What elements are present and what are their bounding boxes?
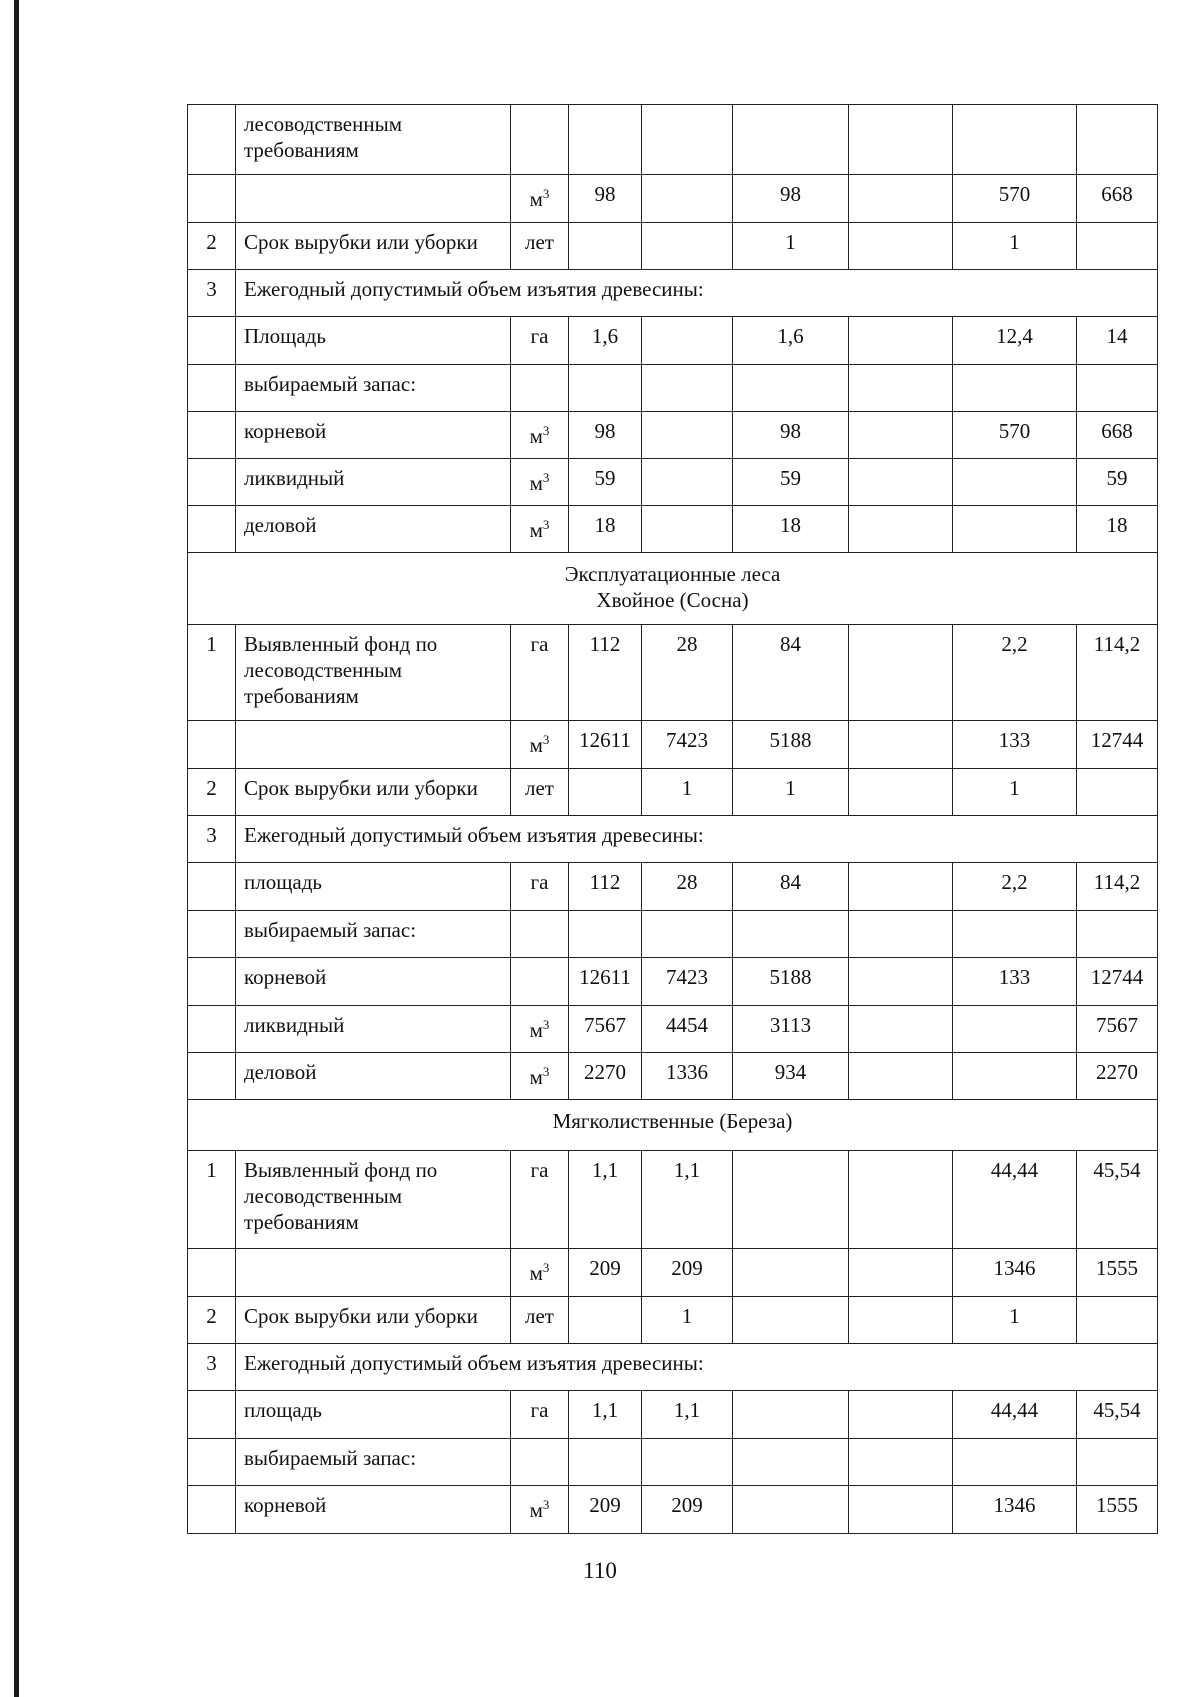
value-cell: 570 xyxy=(953,412,1077,459)
unit-cell xyxy=(511,1486,569,1534)
indicator-label-line: требованиям xyxy=(244,138,359,162)
unit-cell xyxy=(511,625,569,721)
row-number-cell: 1 xyxy=(188,625,236,721)
table-row xyxy=(188,223,1158,270)
value-cell: 2,2 xyxy=(953,625,1077,721)
value-cell xyxy=(569,223,642,270)
table-row xyxy=(188,769,1158,816)
value-cell xyxy=(953,459,1077,506)
value-cell xyxy=(569,769,642,816)
table-row xyxy=(188,459,1158,506)
value-cell xyxy=(733,1297,849,1344)
unit-text: м xyxy=(529,1498,543,1522)
table-body xyxy=(188,105,1158,1534)
value-cell xyxy=(849,317,953,365)
unit-cell xyxy=(511,1391,569,1439)
value-cell xyxy=(849,863,953,911)
value-cell: 14 xyxy=(1077,317,1158,365)
indicator-label-cell xyxy=(236,1486,511,1534)
value-cell: 44,44 xyxy=(953,1391,1077,1439)
value-cell: 209 xyxy=(569,1486,642,1534)
indicator-label-line: деловой xyxy=(244,1060,317,1084)
value-cell: 12,4 xyxy=(953,317,1077,365)
value-cell: 1,1 xyxy=(569,1151,642,1249)
value-cell: 1555 xyxy=(1077,1249,1158,1297)
unit-superscript: 3 xyxy=(542,423,550,438)
row-number-cell xyxy=(188,721,236,769)
value-cell: 98 xyxy=(569,175,642,223)
row-number-cell xyxy=(188,1053,236,1100)
row-number-cell: 3 xyxy=(188,1344,236,1391)
unit-text: га xyxy=(530,870,549,894)
value-cell: 4454 xyxy=(642,1006,733,1053)
value-cell: 1 xyxy=(953,1297,1077,1344)
row-number-cell xyxy=(188,506,236,553)
value-cell xyxy=(849,175,953,223)
indicator-label-line: выбираемый запас: xyxy=(244,1446,417,1470)
value-cell: 18 xyxy=(569,506,642,553)
unit-superscript: 3 xyxy=(542,470,550,485)
unit-cell xyxy=(511,1006,569,1053)
row-number-cell xyxy=(188,412,236,459)
indicator-label-line: Площадь xyxy=(244,324,326,348)
unit-text: м xyxy=(529,187,543,211)
row-number-cell: 2 xyxy=(188,769,236,816)
indicator-label-line: Срок вырубки или уборки xyxy=(244,1304,478,1328)
row-number-cell xyxy=(188,105,236,175)
value-cell: 1,1 xyxy=(642,1151,733,1249)
value-cell xyxy=(1077,911,1158,958)
unit-text: га xyxy=(530,1158,549,1182)
unit-superscript: 3 xyxy=(542,732,550,747)
value-cell xyxy=(642,175,733,223)
value-cell: 1,6 xyxy=(733,317,849,365)
value-cell xyxy=(642,1439,733,1486)
row-number-cell xyxy=(188,1439,236,1486)
value-cell: 133 xyxy=(953,721,1077,769)
table-row xyxy=(188,1391,1158,1439)
value-cell: 209 xyxy=(642,1249,733,1297)
table-row xyxy=(188,1053,1158,1100)
table-row xyxy=(188,412,1158,459)
value-cell xyxy=(953,911,1077,958)
unit-text: м xyxy=(529,1065,543,1089)
table-row xyxy=(188,1344,1158,1391)
value-cell: 12611 xyxy=(569,958,642,1006)
value-cell xyxy=(1077,1439,1158,1486)
row-number-cell xyxy=(188,365,236,412)
row-number-cell xyxy=(188,1486,236,1534)
table-row xyxy=(188,506,1158,553)
indicator-label-cell xyxy=(236,721,511,769)
indicator-label-cell xyxy=(236,769,511,816)
unit-cell xyxy=(511,223,569,270)
value-cell xyxy=(733,365,849,412)
indicator-label-line: корневой xyxy=(244,419,327,443)
value-cell: 3113 xyxy=(733,1006,849,1053)
value-cell: 18 xyxy=(1077,506,1158,553)
unit-cell xyxy=(511,506,569,553)
unit-superscript: 3 xyxy=(542,1497,550,1512)
unit-text: м xyxy=(529,424,543,448)
row-number-cell xyxy=(188,1391,236,1439)
value-cell: 98 xyxy=(733,175,849,223)
value-cell xyxy=(1077,105,1158,175)
value-cell xyxy=(733,1249,849,1297)
value-cell: 44,44 xyxy=(953,1151,1077,1249)
value-cell: 112 xyxy=(569,863,642,911)
indicator-label-cell xyxy=(236,506,511,553)
table-row xyxy=(188,317,1158,365)
value-cell xyxy=(849,1006,953,1053)
row-number-cell xyxy=(188,958,236,1006)
row-number-cell: 1 xyxy=(188,1151,236,1249)
value-cell xyxy=(642,412,733,459)
indicator-label-cell xyxy=(236,1053,511,1100)
value-cell xyxy=(953,1053,1077,1100)
indicator-label-cell xyxy=(236,317,511,365)
value-cell: 1,1 xyxy=(569,1391,642,1439)
value-cell: 7423 xyxy=(642,721,733,769)
indicator-label-cell xyxy=(236,958,511,1006)
section-title-line: Мягколиственные (Береза) xyxy=(552,1109,793,1133)
unit-cell xyxy=(511,1053,569,1100)
table-row xyxy=(188,105,1158,175)
value-cell xyxy=(733,1486,849,1534)
section-header-cell xyxy=(188,1100,1158,1151)
value-cell: 934 xyxy=(733,1053,849,1100)
value-cell: 668 xyxy=(1077,175,1158,223)
row-number-cell xyxy=(188,1006,236,1053)
unit-superscript: 3 xyxy=(542,1260,550,1275)
value-cell xyxy=(849,506,953,553)
section-header-cell xyxy=(188,553,1158,625)
value-cell: 112 xyxy=(569,625,642,721)
indicator-label-line: Срок вырубки или уборки xyxy=(244,230,478,254)
indicator-label-cell xyxy=(236,1391,511,1439)
indicator-label-line: ликвидный xyxy=(244,466,345,490)
unit-superscript: 3 xyxy=(542,1017,550,1032)
forest-harvest-table xyxy=(187,104,1158,1534)
value-cell: 28 xyxy=(642,863,733,911)
scan-border xyxy=(14,0,19,1697)
value-cell xyxy=(1077,223,1158,270)
unit-text: м xyxy=(529,471,543,495)
value-cell: 98 xyxy=(733,412,849,459)
unit-text: лет xyxy=(525,1304,554,1328)
value-cell xyxy=(569,911,642,958)
section-title-line: Хвойное (Сосна) xyxy=(596,588,749,612)
value-cell: 1555 xyxy=(1077,1486,1158,1534)
table-row xyxy=(188,1486,1158,1534)
value-cell xyxy=(569,1439,642,1486)
indicator-label-cell xyxy=(236,459,511,506)
unit-superscript: 3 xyxy=(542,517,550,532)
table-row xyxy=(188,721,1158,769)
indicator-label-cell xyxy=(236,412,511,459)
value-cell: 668 xyxy=(1077,412,1158,459)
value-cell: 1346 xyxy=(953,1486,1077,1534)
unit-cell xyxy=(511,365,569,412)
value-cell xyxy=(1077,1297,1158,1344)
unit-text: м xyxy=(529,518,543,542)
indicator-label-line: корневой xyxy=(244,965,327,989)
section-title-line: Эксплуатационные леса xyxy=(564,562,781,586)
value-cell: 114,2 xyxy=(1077,625,1158,721)
value-cell xyxy=(849,1053,953,1100)
row-number-cell: 2 xyxy=(188,1297,236,1344)
value-cell: 5188 xyxy=(733,721,849,769)
table-row xyxy=(188,1151,1158,1249)
value-cell xyxy=(733,1391,849,1439)
unit-cell xyxy=(511,721,569,769)
value-cell: 12744 xyxy=(1077,958,1158,1006)
row-number-cell xyxy=(188,911,236,958)
value-cell xyxy=(849,625,953,721)
value-cell xyxy=(569,1297,642,1344)
value-cell: 1 xyxy=(953,223,1077,270)
value-cell: 59 xyxy=(1077,459,1158,506)
value-cell: 209 xyxy=(642,1486,733,1534)
unit-text: м xyxy=(529,1261,543,1285)
table-row xyxy=(188,1100,1158,1151)
indicator-label-cell xyxy=(236,625,511,721)
value-cell: 133 xyxy=(953,958,1077,1006)
value-cell xyxy=(642,105,733,175)
unit-cell xyxy=(511,911,569,958)
unit-superscript: 3 xyxy=(542,1064,550,1079)
indicator-label-line: выбираемый запас: xyxy=(244,372,417,396)
value-cell xyxy=(569,105,642,175)
table-row xyxy=(188,625,1158,721)
value-cell xyxy=(849,412,953,459)
value-cell xyxy=(642,223,733,270)
value-cell: 209 xyxy=(569,1249,642,1297)
indicator-label-cell xyxy=(236,365,511,412)
unit-text: лет xyxy=(525,776,554,800)
value-cell: 1 xyxy=(642,1297,733,1344)
value-cell: 114,2 xyxy=(1077,863,1158,911)
value-cell xyxy=(733,105,849,175)
unit-text: лет xyxy=(525,230,554,254)
value-cell xyxy=(733,1151,849,1249)
value-cell xyxy=(733,911,849,958)
value-cell xyxy=(1077,365,1158,412)
value-cell xyxy=(953,506,1077,553)
row-number-cell: 3 xyxy=(188,270,236,317)
value-cell xyxy=(642,506,733,553)
value-cell: 1346 xyxy=(953,1249,1077,1297)
indicator-label-cell xyxy=(236,1297,511,1344)
value-cell: 84 xyxy=(733,863,849,911)
value-cell: 84 xyxy=(733,625,849,721)
value-cell: 5188 xyxy=(733,958,849,1006)
unit-cell xyxy=(511,317,569,365)
indicator-label-cell xyxy=(236,911,511,958)
value-cell xyxy=(849,1297,953,1344)
value-cell xyxy=(849,769,953,816)
unit-cell xyxy=(511,1439,569,1486)
value-cell xyxy=(849,365,953,412)
unit-text: га xyxy=(530,324,549,348)
indicator-label-line: лесоводственным xyxy=(244,1184,402,1208)
value-cell: 2,2 xyxy=(953,863,1077,911)
value-cell: 2270 xyxy=(569,1053,642,1100)
unit-cell xyxy=(511,1297,569,1344)
value-cell: 1 xyxy=(733,223,849,270)
row-number-cell xyxy=(188,459,236,506)
value-cell xyxy=(1077,769,1158,816)
indicator-label-cell xyxy=(236,223,511,270)
indicator-label-line: площадь xyxy=(244,870,322,894)
value-cell xyxy=(849,459,953,506)
unit-superscript: 3 xyxy=(542,186,550,201)
indicator-label-line: требованиям xyxy=(244,1210,359,1234)
table-row xyxy=(188,863,1158,911)
indicator-label-line: ликвидный xyxy=(244,1013,345,1037)
value-cell: 59 xyxy=(569,459,642,506)
value-cell: 18 xyxy=(733,506,849,553)
indicator-label-line: площадь xyxy=(244,1398,322,1422)
indicator-label-line: Выявленный фонд по xyxy=(244,1158,438,1182)
value-cell: 12611 xyxy=(569,721,642,769)
value-cell: 1 xyxy=(953,769,1077,816)
value-cell xyxy=(849,958,953,1006)
value-cell: 2270 xyxy=(1077,1053,1158,1100)
value-cell xyxy=(849,911,953,958)
value-cell: 570 xyxy=(953,175,1077,223)
row-number-cell xyxy=(188,317,236,365)
value-cell: 7423 xyxy=(642,958,733,1006)
table-row xyxy=(188,1006,1158,1053)
value-cell xyxy=(849,1391,953,1439)
value-cell xyxy=(953,105,1077,175)
unit-cell xyxy=(511,459,569,506)
indicator-label-line: лесоводственным xyxy=(244,658,402,682)
table-row xyxy=(188,1297,1158,1344)
value-cell: 1336 xyxy=(642,1053,733,1100)
indicator-label-cell: Ежегодный допустимый объем изъятия древесины: xyxy=(236,270,1158,317)
indicator-label-cell xyxy=(236,1439,511,1486)
unit-text: га xyxy=(530,632,549,656)
value-cell xyxy=(642,459,733,506)
indicator-label-line: выбираемый запас: xyxy=(244,918,417,942)
value-cell: 98 xyxy=(569,412,642,459)
value-cell xyxy=(849,1249,953,1297)
unit-cell xyxy=(511,769,569,816)
value-cell: 1 xyxy=(642,769,733,816)
indicator-label-line: Выявленный фонд по xyxy=(244,632,438,656)
table-row xyxy=(188,270,1158,317)
unit-text: га xyxy=(530,1398,549,1422)
indicator-label-cell: Ежегодный допустимый объем изъятия древесины: xyxy=(236,1344,1158,1391)
unit-cell xyxy=(511,105,569,175)
page-number: 110 xyxy=(583,1558,617,1583)
table-row xyxy=(188,553,1158,625)
value-cell xyxy=(642,911,733,958)
unit-cell xyxy=(511,1151,569,1249)
value-cell: 1,1 xyxy=(642,1391,733,1439)
value-cell: 12744 xyxy=(1077,721,1158,769)
indicator-label-cell xyxy=(236,1249,511,1297)
indicator-label-line: Срок вырубки или уборки xyxy=(244,776,478,800)
value-cell xyxy=(849,105,953,175)
table-row xyxy=(188,365,1158,412)
indicator-label-cell xyxy=(236,1151,511,1249)
unit-cell xyxy=(511,412,569,459)
value-cell xyxy=(849,1486,953,1534)
indicator-label-cell xyxy=(236,863,511,911)
value-cell xyxy=(642,365,733,412)
row-number-cell xyxy=(188,863,236,911)
value-cell xyxy=(953,1439,1077,1486)
value-cell: 28 xyxy=(642,625,733,721)
value-cell xyxy=(953,365,1077,412)
value-cell: 7567 xyxy=(1077,1006,1158,1053)
indicator-label-line: корневой xyxy=(244,1493,327,1517)
unit-cell xyxy=(511,1249,569,1297)
indicator-label-line: лесоводственным xyxy=(244,112,402,136)
table-row xyxy=(188,958,1158,1006)
value-cell: 45,54 xyxy=(1077,1391,1158,1439)
row-number-cell xyxy=(188,175,236,223)
value-cell xyxy=(569,365,642,412)
value-cell: 1 xyxy=(733,769,849,816)
unit-cell xyxy=(511,958,569,1006)
row-number-cell: 2 xyxy=(188,223,236,270)
indicator-label-cell xyxy=(236,175,511,223)
indicator-label-cell xyxy=(236,105,511,175)
value-cell: 7567 xyxy=(569,1006,642,1053)
unit-text: м xyxy=(529,1018,543,1042)
indicator-label-cell xyxy=(236,1006,511,1053)
row-number-cell: 3 xyxy=(188,816,236,863)
indicator-label-cell: Ежегодный допустимый объем изъятия древесины: xyxy=(236,816,1158,863)
value-cell xyxy=(953,1006,1077,1053)
table-row xyxy=(188,175,1158,223)
unit-text: м xyxy=(529,733,543,757)
table-row xyxy=(188,911,1158,958)
value-cell xyxy=(849,1151,953,1249)
value-cell xyxy=(849,1439,953,1486)
unit-cell xyxy=(511,863,569,911)
value-cell: 59 xyxy=(733,459,849,506)
value-cell xyxy=(849,223,953,270)
value-cell xyxy=(733,1439,849,1486)
indicator-label-line: деловой xyxy=(244,513,317,537)
table-row xyxy=(188,1439,1158,1486)
table-row xyxy=(188,1249,1158,1297)
value-cell: 45,54 xyxy=(1077,1151,1158,1249)
indicator-label-line: требованиям xyxy=(244,684,359,708)
row-number-cell xyxy=(188,1249,236,1297)
unit-cell xyxy=(511,175,569,223)
value-cell xyxy=(642,317,733,365)
table-row xyxy=(188,816,1158,863)
value-cell: 1,6 xyxy=(569,317,642,365)
value-cell xyxy=(849,721,953,769)
